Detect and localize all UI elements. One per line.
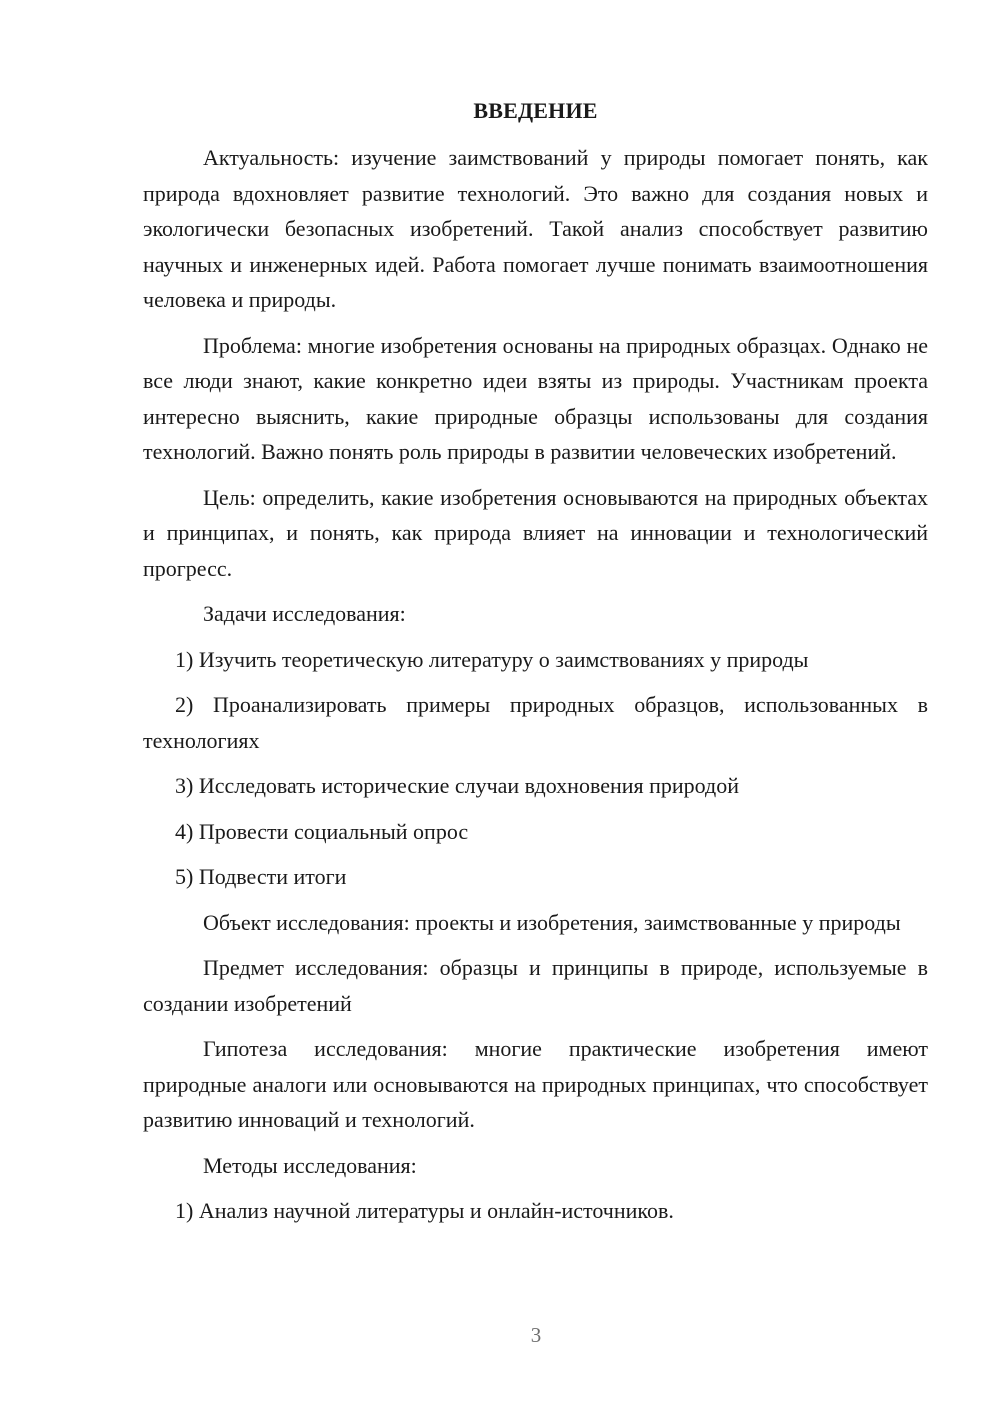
tasks-label: Задачи исследования:	[203, 601, 406, 626]
page-number: 3	[530, 1323, 542, 1347]
paragraph-hypothesis: Гипотеза исследования: многие практические изобретения имеют природные аналоги или основываются на природных принципах, что способствует развитию инноваций и технологий.	[143, 1036, 928, 1132]
method-item: 1) Анализ научной литературы и онлайн-источников.	[175, 1198, 674, 1223]
paragraph-goal: Цель: определить, какие изобретения основываются на природных объектах и принципах, и понять, как природа влияет на инновации и технологический прогресс.	[143, 484, 928, 581]
paragraph-subject: Предмет исследования: образцы и принципы в природе, используемые в создании изобретений	[143, 955, 928, 1016]
task-item: 4) Провести социальный опрос	[175, 818, 469, 844]
section-heading: ВВЕДЕНИЕ	[473, 98, 598, 123]
paragraph-object: Объект исследования: проекты и изобретения, заимствованные у природы	[203, 909, 901, 935]
methods-label: Методы исследования:	[203, 1152, 417, 1178]
task-item: 2) Проанализировать примеры природных образцов, использованных в технологиях	[143, 692, 928, 753]
task-item: 5) Подвести итоги	[175, 864, 347, 889]
paragraph-problem: Проблема: многие изобретения основаны на природных образцах. Однако не все люди знают, какие конкретно идеи взяты из природы. Участникам проекта интересно выяснить, какие природные образцы использованы для создания технологий. Важно понять роль природы в развитии человеческих изобретений.	[143, 332, 928, 464]
paragraph-relevance: Актуальность: изучение заимствований у природы помогает понять, как природа вдохновляет развитие технологий. Это важно для создания новых и экологически безопасных изобретений. Такой анализ способствует развитию научных и инженерных идей. Работа помогает лучше понимать взаимоотношения человека и природы.	[143, 145, 928, 312]
task-item: 3) Исследовать исторические случаи вдохновения природой	[175, 773, 740, 798]
page-content	[143, 96, 928, 1239]
task-item: 1) Изучить теоретическую литературу о заимствованиях у природы	[175, 646, 809, 672]
